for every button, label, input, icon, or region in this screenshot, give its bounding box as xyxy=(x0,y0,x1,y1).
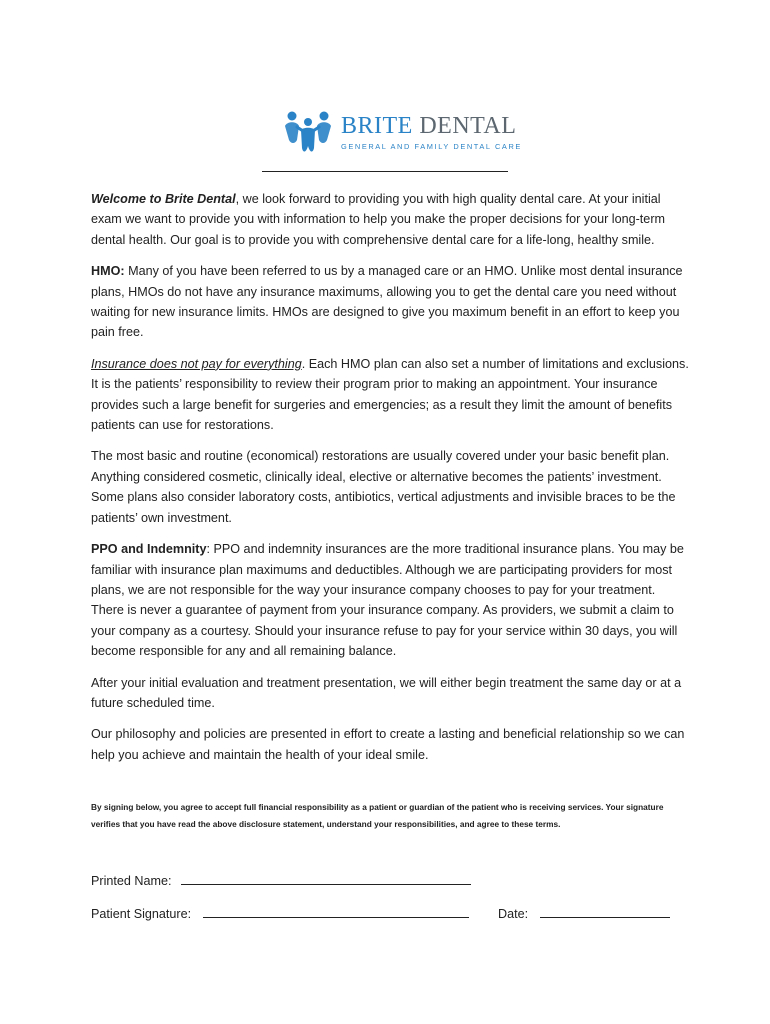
printed-name-label: Printed Name: xyxy=(91,874,172,888)
ppo-paragraph xyxy=(91,539,689,661)
printed-name-field[interactable] xyxy=(181,871,471,885)
family-figures-logo-icon xyxy=(283,110,333,154)
welcome-text: , we look forward to providing you with high quality dental care. At your initial exam we want to provide you with information to help you make the proper decisions for your long-term dental health. Our goal is to provide you with comprehensive dental care for a life-long, healthy smile. xyxy=(91,192,665,247)
insurance-lead: Insurance does not pay for everything xyxy=(91,356,302,371)
header-divider xyxy=(262,171,508,172)
date-label: Date: xyxy=(498,907,529,921)
brand-logo xyxy=(283,110,522,154)
insurance-paragraph xyxy=(91,354,689,436)
date-field[interactable] xyxy=(540,904,670,918)
signature-label: Patient Signature: xyxy=(91,907,192,921)
hmo-lead: HMO: xyxy=(91,264,125,279)
philosophy-paragraph: Our philosophy and policies are presented in effort to create a lasting and beneficial relationship so we can help you achieve and maintain the health of your ideal smile. xyxy=(91,727,685,762)
treatment-paragraph: After your initial evaluation and treatment presentation, we will either begin treatment the same day or at a future scheduled time. xyxy=(91,675,682,710)
signature-notice: By signing below, you agree to accept full financial responsibility as a patient or guardian of the patient who is receiving services. Your signature verifies that you have read the above disclosure statement, understand your responsibilities, and agree to these terms. xyxy=(91,802,664,829)
signature-field[interactable] xyxy=(203,904,469,918)
welcome-lead: Welcome to Brite Dental xyxy=(91,192,236,206)
document-body xyxy=(91,189,689,776)
welcome-paragraph xyxy=(91,189,689,250)
logo-tagline: GENERAL AND FAMILY DENTAL CARE xyxy=(341,141,522,151)
hmo-paragraph xyxy=(91,261,689,343)
hmo-text: Many of you have been referred to us by a managed care or an HMO. Unlike most dental insurance plans, HMOs do not have any insurance maximums, allowing you to get the dental care you need without waiting for new insurance limits. HMOs are designed to give you maximum benefit in an effort to keep you pain free. xyxy=(91,264,683,340)
ppo-lead: PPO and Indemnity xyxy=(91,542,207,557)
logo-wordmark: BRITE DENTAL xyxy=(341,112,517,139)
ppo-text: : PPO and indemnity insurances are the more traditional insurance plans. You may be familiar with insurance plan maximums and deductibles. Although we are participating providers for most plans, we are not responsible for the way your insurance company chooses to pay for your treatment. There is never a guarantee of payment from your insurance company. As providers, we submit a claim to your company as a courtesy. Should your insurance refuse to pay for your service within 30 days, you will become responsible for any and all remaining balance. xyxy=(91,542,684,659)
insurance-text: . Each HMO plan can also set a number of limitations and exclusions. It is the patients’ responsibility to review their program prior to making an appointment. Your insurance provides such a large benefit for surgeries and emergencies; as a result they limit the amount of benefits patients can use for restorations. xyxy=(91,356,689,433)
restorations-paragraph: The most basic and routine (economical) restorations are usually covered under your basic benefit plan. Anything considered cosmetic, clinically ideal, elective or alternative becomes the patients’ investment. Some plans also consider laboratory costs, antibiotics, vertical adjustments and invisible braces to be the patients’ own investment. xyxy=(91,449,676,525)
printed-name-row xyxy=(91,871,471,889)
signature-row xyxy=(91,904,469,922)
date-row xyxy=(498,904,670,922)
